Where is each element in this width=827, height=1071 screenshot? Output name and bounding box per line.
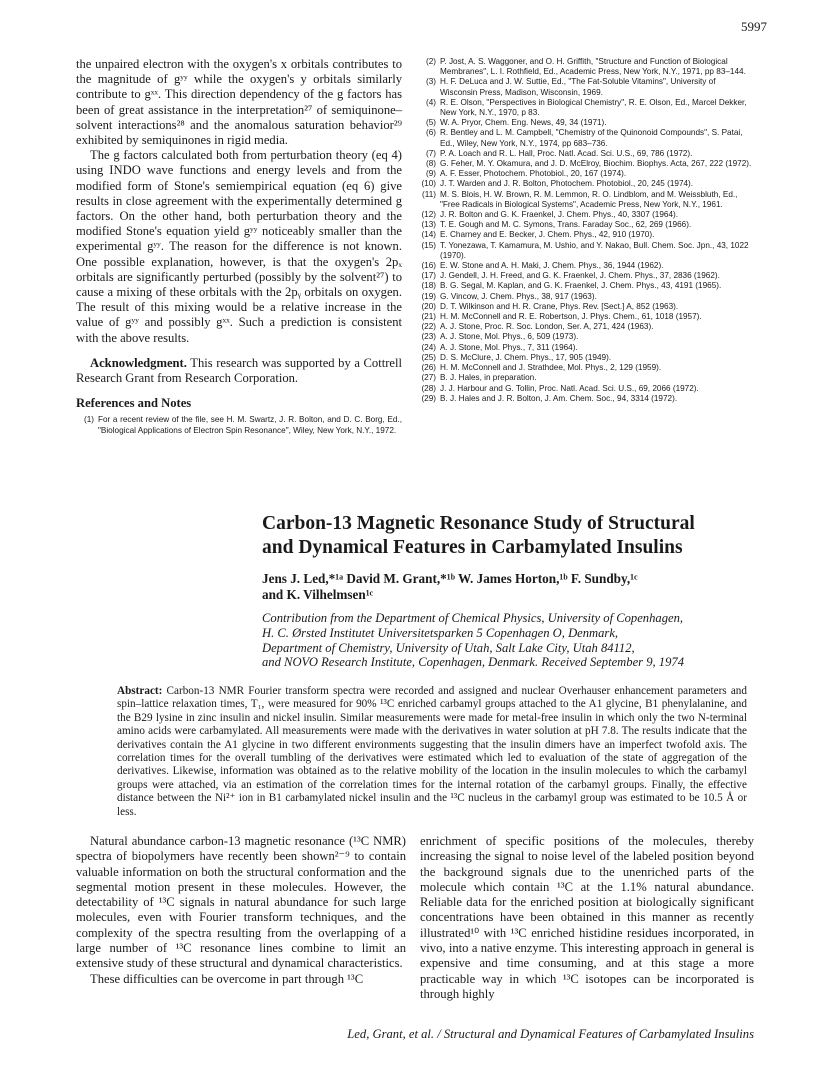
reference-number: (5) (425, 118, 436, 128)
reference-text: A. J. Stone, Mol. Phys., 7, 311 (1964). (440, 342, 578, 352)
reference-item (418, 373, 754, 383)
reference-item (418, 322, 754, 332)
reference-number: (29) (421, 393, 436, 403)
reference-text: A. J. Stone, Mol. Phys., 6, 509 (1973). (440, 332, 579, 342)
reference-number: (20) (421, 301, 436, 311)
reference-text: B. J. Hales, in preparation. (440, 373, 537, 383)
reference-item (418, 343, 754, 353)
reference-text: G. Vincow, J. Chem. Phys., 38, 917 (1963). (440, 291, 597, 301)
reference-text: G. Feher, M. Y. Okamura, and J. D. McElroy, Biochim. Biophys. Acta, 267, 222 (1972). (440, 159, 752, 169)
reference-text: B. G. Segal, M. Kaplan, and G. K. Fraenkel, J. Chem. Phys., 43, 4191 (1965). (440, 281, 722, 291)
body-column-left (76, 834, 406, 987)
body-paragraph: Natural abundance carbon-13 magnetic resonance (¹³C NMR) spectra of biopolymers have recently been shown²⁻⁹ to contain valuable information on both the structural conformation and the segmental motion present in these molecules. However, the detectability of ¹³C signals in natural abundance for such large molecules, even with Fourier transform techniques, and the complexity of the spectra resulting from the overlapping of a large number of ¹³C resonance lines combine to limit an extensive study of these structural and dynamical characteristics. (76, 834, 406, 971)
reference-item (418, 271, 754, 281)
reference-text: R. Bentley and L. M. Campbell, "Chemistry of the Quinonoid Compounds", S. Patai, Ed., Wiley, New York, N.Y., 1974, pp 683–736. (440, 128, 743, 148)
acknowledgment-label: Acknowledgment. (90, 355, 187, 370)
reference-number: (25) (421, 352, 436, 362)
reference-number: (27) (421, 373, 436, 383)
reference-item (418, 159, 754, 169)
reference-item (418, 292, 754, 302)
reference-text: R. E. Olson, "Perspectives in Biological Chemistry", R. E. Olson, Ed., Marcel Dekker, New York, N.Y., 1970, p 83. (440, 97, 747, 118)
authors-line: Jens J. Led,*¹ᵃ David M. Grant,*¹ᵇ W. James Horton,¹ᵇ F. Sundby,¹ᶜ (262, 571, 638, 586)
reference-number: (9) (425, 169, 436, 179)
reference-item (418, 332, 754, 342)
article-header (262, 512, 762, 670)
reference-text: H. M. McConnell and R. E. Robertson, J. Phys. Chem., 61, 1018 (1957). (440, 312, 702, 322)
reference-text: A. J. Stone, Proc. R. Soc. London, Ser. A, 271, 424 (1963). (440, 322, 654, 332)
reference-item (418, 190, 754, 210)
reference-item (418, 169, 754, 179)
reference-number: (18) (421, 281, 436, 291)
reference-item (418, 241, 754, 261)
authors-line: and K. Vilhelmsen¹ᶜ (262, 587, 374, 602)
reference-number: (14) (421, 230, 436, 240)
top-left-column (76, 57, 402, 436)
reference-item (418, 98, 754, 118)
reference-text: E. Charney and E. Becker, J. Chem. Phys., 42, 910 (1970). (440, 230, 655, 240)
reference-number: (7) (425, 148, 436, 158)
reference-number: (2) (425, 57, 436, 66)
affiliation-line: Department of Chemistry, University of Utah, Salt Lake City, Utah 84112, (262, 640, 635, 655)
abstract (117, 685, 747, 819)
body-paragraph: the unpaired electron with the oxygen's x orbitals contributes to the magnitude of gʸʸ while the oxygen's y orbitals similarly contribute to gˣˣ. This direction dependency of the g factors has been of great assistance in the interpretation²⁷ of semiquinone–solvent interactions²⁸ and the anomalous saturation behavior²⁹ exhibited by semiquinones in rigid media. (76, 57, 402, 148)
reference-text: J. T. Warden and J. R. Bolton, Photochem. Photobiol., 20, 245 (1974). (440, 179, 694, 189)
body-paragraph: These difficulties can be overcome in part through ¹³C (90, 971, 364, 986)
affiliation-line: Contribution from the Department of Chemical Physics, University of Copenhagen, (262, 611, 684, 625)
reference-item (418, 77, 754, 97)
reference-text: J. R. Bolton and G. K. Fraenkel, J. Chem. Phys., 40, 3307 (1964). (440, 210, 679, 220)
reference-item (418, 384, 754, 394)
reference-number: (19) (421, 291, 436, 301)
reference-number: (3) (425, 77, 436, 87)
reference-text: D. S. McClure, J. Chem. Phys., 17, 905 (1949). (440, 352, 612, 362)
reference-item (418, 118, 754, 128)
references-heading: References and Notes (76, 396, 192, 411)
reference-item (418, 312, 754, 322)
reference-item (418, 220, 754, 230)
reference-text: P. A. Loach and R. L. Hall, Proc. Natl. Acad. Sci. U.S., 69, 786 (1972). (440, 148, 693, 158)
reference-item (418, 149, 754, 159)
reference-number: (4) (425, 97, 436, 107)
reference-item (76, 415, 402, 435)
reference-item (418, 281, 754, 291)
reference-text: For a recent review of the file, see H. M. Swartz, J. R. Bolton, and D. C. Borg, Ed., "Biological Applications of Electron Spin Resonance", Wiley, New York, N.Y., 1972. (98, 415, 402, 435)
reference-text: E. W. Stone and A. H. Maki, J. Chem. Phys., 36, 1944 (1962). (440, 261, 664, 271)
reference-number: (15) (421, 240, 436, 250)
reference-text: H. F. DeLuca and J. W. Suttie, Ed., "The Fat-Soluble Vitamins", University of Wisconsin Press, Madison, Wisconsin, 1969. (440, 77, 716, 97)
reference-number: (1) (83, 415, 94, 425)
acknowledgment-text: This research was supported by a Cottrell Research Grant from Research Corporation. (76, 355, 402, 386)
title-line: Carbon-13 Magnetic Resonance Study of Structural (262, 513, 695, 534)
reference-item (418, 363, 754, 373)
reference-text: M. S. Blois, H. W. Brown, R. M. Lemmon, R. O. Lindblom, and M. Weissbluth, Ed., "Free Radicals in Biological Systems", Academic Press, New York, N.Y., 1961. (440, 189, 738, 209)
reference-number: (8) (425, 159, 436, 169)
running-footer: Led, Grant, et al. / Structural and Dynamical Features of Carbamylated Insulins (347, 1027, 754, 1041)
affiliations (262, 611, 762, 670)
reference-text: H. M. McConnell and J. Strathdee, Mol. Phys., 2, 129 (1959). (440, 363, 662, 373)
affiliation-line: and NOVO Research Institute, Copenhagen, Denmark. Received September 9, 1974 (262, 655, 684, 670)
reference-number: (21) (421, 312, 436, 322)
reference-item (418, 394, 754, 404)
body-paragraph: The g factors calculated both from perturbation theory (eq 4) using INDO wave functions and energy levels and from the modified form of Stone's semiempirical equation (eq 6) give results in close agreement with the experimentally determined g factors. On the other hand, both perturbation theory and the modified Stone's equation yield gʸʸ noticeably smaller than the experimental gʸʸ. The reason for the difference is not known. One possible explanation, however, is that the oxygen's 2pₓ orbitals are significantly perturbed (possibly by the solvent²⁷) to cause a mixing of these orbitals with the 2pᵧ orbitals on oxygen. The result of this mixing would be a relative increase in the value of gʸʸ and possibly gˣˣ. Such a prediction is consistent with the above results. (76, 148, 402, 345)
reference-number: (24) (421, 342, 436, 352)
reference-text: J. J. Harbour and G. Tollin, Proc. Natl. Acad. Sci. U.S., 69, 2066 (1972). (440, 383, 699, 393)
reference-text: T. E. Gough and M. C. Symons, Trans. Faraday Soc., 62, 269 (1966). (440, 220, 692, 230)
title-line: and Dynamical Features in Carbamylated Insulins (262, 536, 683, 558)
acknowledgment (76, 356, 402, 386)
reference-item (418, 353, 754, 363)
reference-item (418, 261, 754, 271)
reference-item (418, 302, 754, 312)
reference-number: (13) (421, 220, 436, 230)
body-paragraph: enrichment of specific positions of the molecules, thereby increasing the signal to noise level of the labeled position beyond the background signals due to the unenriched parts of the molecule which contain ¹³C at the 1.1% natural abundance. Reliable data for the enriched position at biologically significant concentrations have been obtained in this manner as recently illustrated¹⁰ with ¹³C enriched histidine residues incorporated, in vivo, into a native enzyme. This interesting approach in general is expensive and time consuming, and at this stage a more practicable way in which ¹³C isotopes can be incorporated is through highly (420, 834, 754, 1001)
reference-number: (28) (421, 383, 436, 393)
reference-text: T. Yonezawa, T. Kamamura, M. Ushio, and Y. Nakao, Bull. Chem. Soc. Jpn., 43, 1022 (1970). (440, 240, 749, 260)
reference-item (418, 179, 754, 189)
reference-list-right (418, 57, 754, 404)
reference-number: (16) (421, 261, 436, 271)
reference-item (418, 57, 754, 77)
reference-text: W. A. Pryor, Chem. Eng. News, 49, 34 (1971). (440, 118, 607, 128)
reference-text: D. T. Wilkinson and H. R. Crane, Phys. Rev. [Sect.] A, 852 (1963). (440, 301, 679, 311)
reference-list-left (76, 415, 402, 435)
reference-text: B. J. Hales and J. R. Bolton, J. Am. Chem. Soc., 94, 3314 (1972). (440, 393, 678, 403)
page-number: 5997 (741, 19, 767, 34)
reference-item (418, 210, 754, 220)
article-title (262, 512, 762, 559)
reference-number: (11) (422, 189, 436, 199)
reference-number: (6) (425, 128, 436, 138)
reference-number: (12) (421, 210, 436, 220)
body-column-right (420, 834, 754, 1002)
reference-text: P. Jost, A. S. Waggoner, and O. H. Griffith, "Structure and Function of Biological Membranes", L. I. Rothfield, Ed., Academic Press, New York, N.Y., 1971, pp 83–144. (440, 57, 746, 77)
reference-number: (10) (421, 179, 436, 189)
affiliation-line: H. C. Ørsted Institutet Universitetsparken 5 Copenhagen O, Denmark, (262, 625, 619, 640)
reference-item (418, 230, 754, 240)
abstract-label: Abstract: (117, 685, 163, 697)
reference-number: (17) (421, 271, 436, 281)
reference-number: (22) (421, 322, 436, 332)
reference-text: J. Gendell, J. H. Freed, and G. K. Fraenkel, J. Chem. Phys., 37, 2836 (1962). (440, 271, 720, 281)
reference-number: (23) (421, 332, 436, 342)
reference-text: A. F. Esser, Photochem. Photobiol., 20, 167 (1974). (440, 169, 627, 179)
abstract-text: Carbon-13 NMR Fourier transform spectra were recorded and assigned and nuclear Overhauser enhancement parameters and spin–lattice relaxation times, T₁, were measured for 90% ¹³C enriched carbamyl groups attached to the A1 glycine, B1 phenylalanine, and the B29 lysine in zinc insulin and nickel insulin. Similar measurements were made for metal-free insulin in which only the two N-terminal amino acids were carbamylated. All measurements were made with the derivatives in water solution at pH 7.8. The results indicate that the derivatives contain the A1 glycine in two different environments suggesting that the insulin dimers have an imperfect twofold axis. The correlation times for the overall tumbling of the derivatives were estimated which led to evaluation of the state of aggregation of the derivatives. Likewise, information was obtained as to the relative mobility of the location in the insulin molecules to which the carbamyl groups were attached, via an estimation of the correlation times for the internal rotation of the carbamyl groups. Finally, the effective distance between the Ni²⁺ ion in B1 carbamylated nickel insulin and the ¹³C nucleus in the carbamyl group was estimated to be 10.5 Å or less. (117, 685, 747, 818)
reference-item (418, 128, 754, 148)
reference-number: (26) (421, 363, 436, 373)
author-list (262, 571, 762, 603)
